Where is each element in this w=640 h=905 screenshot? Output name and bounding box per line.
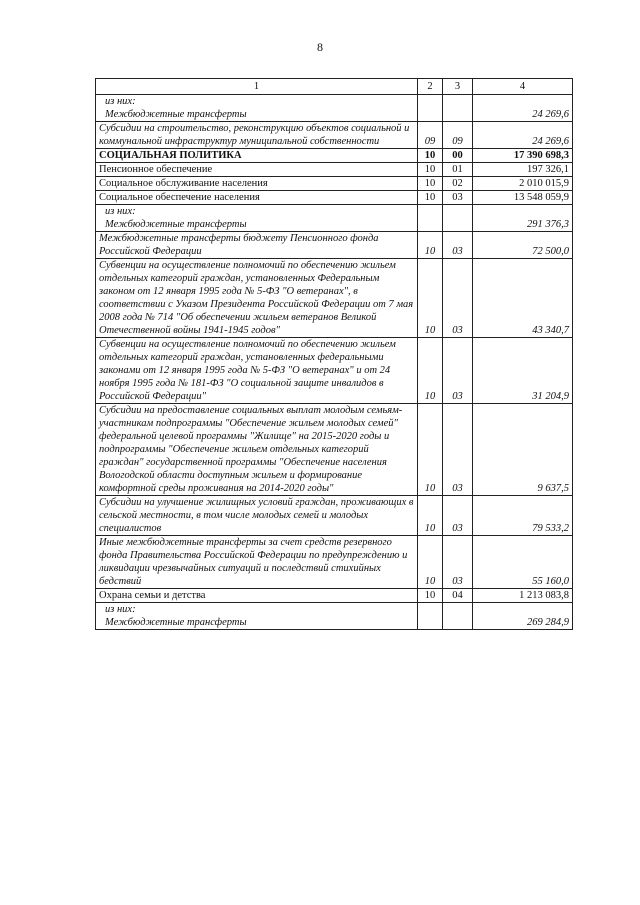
subsection-code-cell [443, 205, 473, 232]
section-code-cell [418, 603, 443, 630]
subsection-code-cell: 03 [443, 259, 473, 338]
row-label-cell [96, 404, 418, 496]
row-label-cell [96, 163, 418, 177]
row-label: Субвенции на осуществление полномочий по обеспечению жильем отдельных категорий граждан, установленных Федеральным законом от 12 января 1995 года № 5-ФЗ "О ветеранах", в соответствии с Указом Президента Российской Федерации от 7 мая 2008 года № 714 "Об обеспечении жильем ветеранов Великой Отечественной войны 1941-1945 годов" [99, 260, 414, 336]
row-label-cell [96, 191, 418, 205]
row-label: Межбюджетные трансферты [105, 219, 247, 230]
table-row [96, 177, 573, 191]
table-row [96, 603, 573, 630]
section-code-cell: 10 [418, 259, 443, 338]
section-code-cell: 09 [418, 122, 443, 149]
row-label-cell [96, 177, 418, 191]
amount-cell: 43 340,7 [473, 259, 573, 338]
subsection-code-cell [443, 95, 473, 122]
row-label: Межбюджетные трансферты [105, 109, 247, 120]
amount-cell: 55 160,0 [473, 536, 573, 589]
table-row [96, 205, 573, 232]
subsection-code-cell: 04 [443, 589, 473, 603]
page-number: 8 [317, 40, 323, 54]
section-code-cell: 10 [418, 338, 443, 404]
row-label: Социальное обслуживание населения [99, 178, 268, 189]
row-label: СОЦИАЛЬНАЯ ПОЛИТИКА [99, 150, 242, 161]
amount-cell: 197 326,1 [473, 163, 573, 177]
row-label-cell [96, 232, 418, 259]
section-code-cell: 10 [418, 163, 443, 177]
subsection-code-cell: 01 [443, 163, 473, 177]
row-label: Межбюджетные трансферты [105, 617, 247, 628]
subsection-code-cell: 00 [443, 149, 473, 163]
table-row [96, 191, 573, 205]
subsection-code-cell: 03 [443, 536, 473, 589]
table-row [96, 338, 573, 404]
section-code-cell: 10 [418, 404, 443, 496]
row-label-cell [96, 496, 418, 536]
table-row [96, 496, 573, 536]
table-row [96, 259, 573, 338]
amount-cell: 72 500,0 [473, 232, 573, 259]
row-label: Иные межбюджетные трансферты за счет средств резервного фонда Правительства Российской Федерации по предупреждению и ликвидации чрезвычайных ситуаций и последствий стихийных бедствий [99, 537, 408, 587]
subsection-code-cell [443, 603, 473, 630]
table-header-row [96, 79, 573, 95]
column-header-1: 1 [96, 79, 418, 95]
amount-cell: 17 390 698,3 [473, 149, 573, 163]
amount-cell: 2 010 015,9 [473, 177, 573, 191]
table-row [96, 232, 573, 259]
subsection-code-cell: 02 [443, 177, 473, 191]
budget-table [95, 78, 573, 630]
section-code-cell [418, 205, 443, 232]
table-row [96, 589, 573, 603]
table-row [96, 95, 573, 122]
row-sublabel: из них: [105, 96, 136, 107]
column-header-2: 2 [418, 79, 443, 95]
row-label-cell [96, 122, 418, 149]
amount-cell: 1 213 083,8 [473, 589, 573, 603]
section-code-cell: 10 [418, 232, 443, 259]
section-code-cell: 10 [418, 589, 443, 603]
column-header-4: 4 [473, 79, 573, 95]
amount-cell: 9 637,5 [473, 404, 573, 496]
table-row [96, 536, 573, 589]
amount-cell: 79 533,2 [473, 496, 573, 536]
column-header-3: 3 [443, 79, 473, 95]
amount-cell: 31 204,9 [473, 338, 573, 404]
amount-cell: 269 284,9 [473, 603, 573, 630]
subsection-code-cell: 03 [443, 191, 473, 205]
section-code-cell: 10 [418, 149, 443, 163]
row-label-cell [96, 259, 418, 338]
subsection-code-cell: 09 [443, 122, 473, 149]
amount-cell: 24 269,6 [473, 122, 573, 149]
row-label-cell [96, 589, 418, 603]
row-label: Межбюджетные трансферты бюджету Пенсионного фонда Российской Федерации [99, 233, 379, 257]
row-label-cell [96, 149, 418, 163]
table-row [96, 404, 573, 496]
row-label: Пенсионное обеспечение [99, 164, 213, 175]
row-label: Охрана семьи и детства [99, 590, 206, 601]
amount-cell: 13 548 059,9 [473, 191, 573, 205]
row-label: Субсидии на улучшение жилищных условий граждан, проживающих в сельской местности, в том числе молодых семей и молодых специалистов [99, 497, 414, 534]
subsection-code-cell: 03 [443, 496, 473, 536]
row-sublabel: из них: [105, 604, 136, 615]
row-label-cell [96, 205, 418, 232]
row-label-cell [96, 536, 418, 589]
subsection-code-cell: 03 [443, 404, 473, 496]
row-label: Субсидии на предоставление социальных выплат молодым семьям-участникам подпрограммы "Обеспечение жильем молодых семей" федеральной целевой программы "Жилище" на 2015-2020 годы и подпрограммы "Обеспечение жильем отдельных категорий граждан" государственной программы "Обеспечение населения Вологодской области доступным жильем и формирование комфортной среды проживания на 2014-2020 годы" [99, 405, 403, 494]
row-label-cell [96, 95, 418, 122]
row-label-cell [96, 338, 418, 404]
section-code-cell: 10 [418, 536, 443, 589]
section-code-cell: 10 [418, 496, 443, 536]
amount-cell: 24 269,6 [473, 95, 573, 122]
row-label-cell [96, 603, 418, 630]
subsection-code-cell: 03 [443, 338, 473, 404]
section-code-cell: 10 [418, 177, 443, 191]
row-label: Субсидии на строительство, реконструкцию объектов социальной и коммунальной инфраструктур муниципальной собственности [99, 123, 410, 147]
row-label: Субвенции на осуществление полномочий по обеспечению жильем отдельных категорий граждан, установленных федеральными законами от 12 января 1995 года № 5-ФЗ "О ветеранах" и от 24 ноября 1995 года № 181-ФЗ "О социальной защите инвалидов в Российской Федерации" [99, 339, 396, 402]
subsection-code-cell: 03 [443, 232, 473, 259]
table-row [96, 163, 573, 177]
section-code-cell [418, 95, 443, 122]
row-label: Социальное обеспечение населения [99, 192, 260, 203]
table-row [96, 149, 573, 163]
section-code-cell: 10 [418, 191, 443, 205]
amount-cell: 291 376,3 [473, 205, 573, 232]
row-sublabel: из них: [105, 206, 136, 217]
table-row [96, 122, 573, 149]
